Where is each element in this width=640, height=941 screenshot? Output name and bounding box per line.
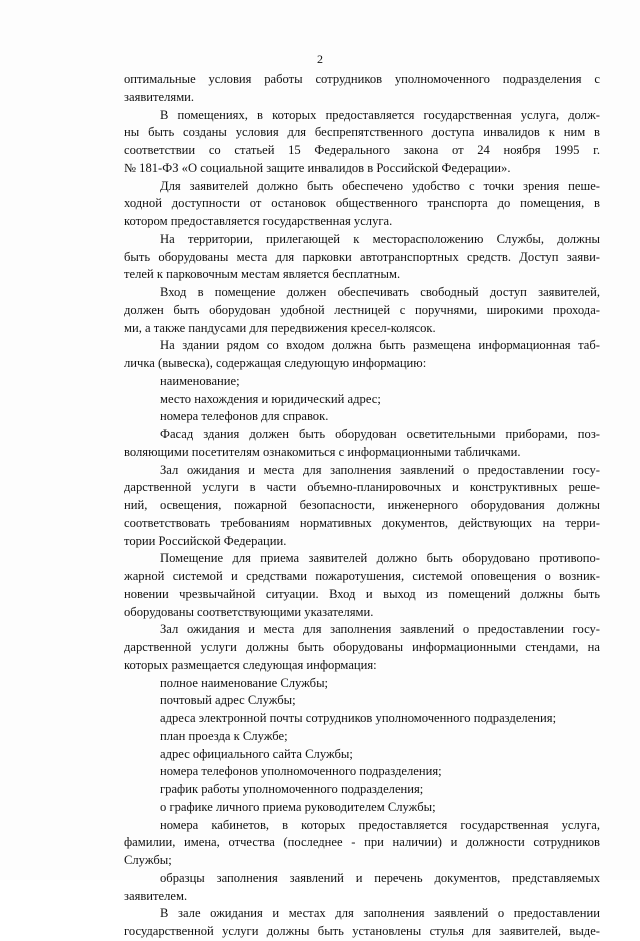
- text-line: дарственной услуги должны быть оборудованы информационными стендами, на: [124, 640, 600, 654]
- text-line: заявителем.: [124, 888, 188, 903]
- text-line: № 181-ФЗ «О социальной защите инвалидов в Российской Федерации».: [124, 160, 511, 175]
- text-line: Помещение для приема заявителей должно быть оборудовано противопо-: [160, 551, 600, 566]
- text-line: новении чрезвычайной ситуации. Вход и выход из помещений должны быть: [124, 586, 600, 601]
- text-line: номера телефонов для справок.: [160, 409, 329, 424]
- page-number: 2: [317, 52, 323, 66]
- text-line: номера телефонов уполномоченного подразделения;: [160, 764, 442, 779]
- text-line: быть оборудованы места для парковки автотранспортных средств. Доступ заяви-: [124, 249, 600, 264]
- text-line: Зал ожидания и места для заполнения заявлений о предоставлении госу-: [160, 462, 600, 477]
- text-line: В зале ожидания и местах для заполнения заявлений о предоставлении: [160, 906, 600, 921]
- text-line: личка (вывеска), содержащая следующую информацию:: [124, 356, 427, 370]
- text-line: оборудованы соответствующими указателями.: [124, 604, 374, 619]
- text-line: которых размещается следующая информация:: [124, 657, 377, 672]
- text-line: ний, освещения, пожарной безопасности, инженерного оборудования должны: [124, 498, 600, 512]
- text-line: телей к парковочным местам является бесплатным.: [124, 267, 401, 282]
- text-line: план проезда к Службе;: [160, 728, 288, 743]
- text-line: адреса электронной почты сотрудников уполномоченного подразделения;: [160, 711, 557, 725]
- text-line: ходной доступности от остановок общественного транспорта до помещения, в: [124, 196, 600, 211]
- text-line: должен быть оборудован удобной лестницей с поручнями, широкими прохода-: [124, 302, 600, 317]
- text-line: Зал ожидания и места для заполнения заявлений о предоставлении госу-: [160, 622, 600, 637]
- text-line: Службы;: [124, 853, 172, 867]
- text-line: ны быть созданы условия для беспрепятственного доступа инвалидов к ним в: [124, 125, 600, 140]
- text-line: соответствовать требованиям нормативных документов, действующих на терри-: [124, 515, 600, 530]
- text-line: место нахождения и юридический адрес;: [160, 391, 381, 406]
- text-line: наименование;: [160, 373, 240, 388]
- body-text: [124, 71, 600, 941]
- text-line: жарной системой и средствами пожаротушения, системой оповещения о возник-: [124, 569, 600, 583]
- text-line: В помещениях, в которых предоставляется государственная услуга, долж-: [160, 107, 600, 122]
- text-line: тории Российской Федерации.: [124, 533, 287, 548]
- text-line: полное наименование Службы;: [160, 675, 329, 690]
- text-line: государственной услуги должны быть установлены стулья для заявителей, выде-: [124, 924, 600, 938]
- text-line: котором предоставляется государственная услуга.: [124, 214, 393, 228]
- text-line: о графике личного приема руководителем Службы;: [160, 799, 436, 814]
- text-line: Для заявителей должно быть обеспечено удобство с точки зрения пеше-: [160, 178, 600, 193]
- text-line: заявителями.: [124, 89, 195, 104]
- text-line: фамилии, имена, отчества (последнее - при наличии) и должности сотрудников: [124, 835, 600, 850]
- text-line: почтовый адрес Службы;: [160, 693, 296, 708]
- text-line: воляющими посетителям ознакомиться с информационными табличками.: [124, 444, 521, 459]
- text-line: оптимальные условия работы сотрудников уполномоченного подразделения с: [124, 72, 600, 86]
- text-line: соответствии со статьей 15 Федерального закона от 24 ноября 1995 г.: [124, 143, 600, 157]
- text-line: дарственной услуги в части объемно-планировочных и конструктивных реше-: [124, 480, 600, 495]
- text-line: адрес официального сайта Службы;: [160, 746, 353, 761]
- text-line: Вход в помещение должен обеспечивать свободный доступ заявителей,: [160, 285, 600, 299]
- text-line: ми, а также пандусами для передвижения кресел-колясок.: [124, 320, 436, 335]
- text-line: На территории, прилегающей к месторасположению Службы, должны: [160, 231, 600, 246]
- text-line: образцы заполнения заявлений и перечень документов, представляемых: [160, 870, 600, 885]
- text-line: Фасад здания должен быть оборудован осветительными приборами, поз-: [160, 427, 600, 441]
- text-line: номера кабинетов, в которых предоставляется государственная услуга,: [160, 817, 600, 832]
- text-line: график работы уполномоченного подразделения;: [160, 782, 424, 796]
- text-line: На здании рядом со входом должна быть размещена информационная таб-: [160, 338, 600, 353]
